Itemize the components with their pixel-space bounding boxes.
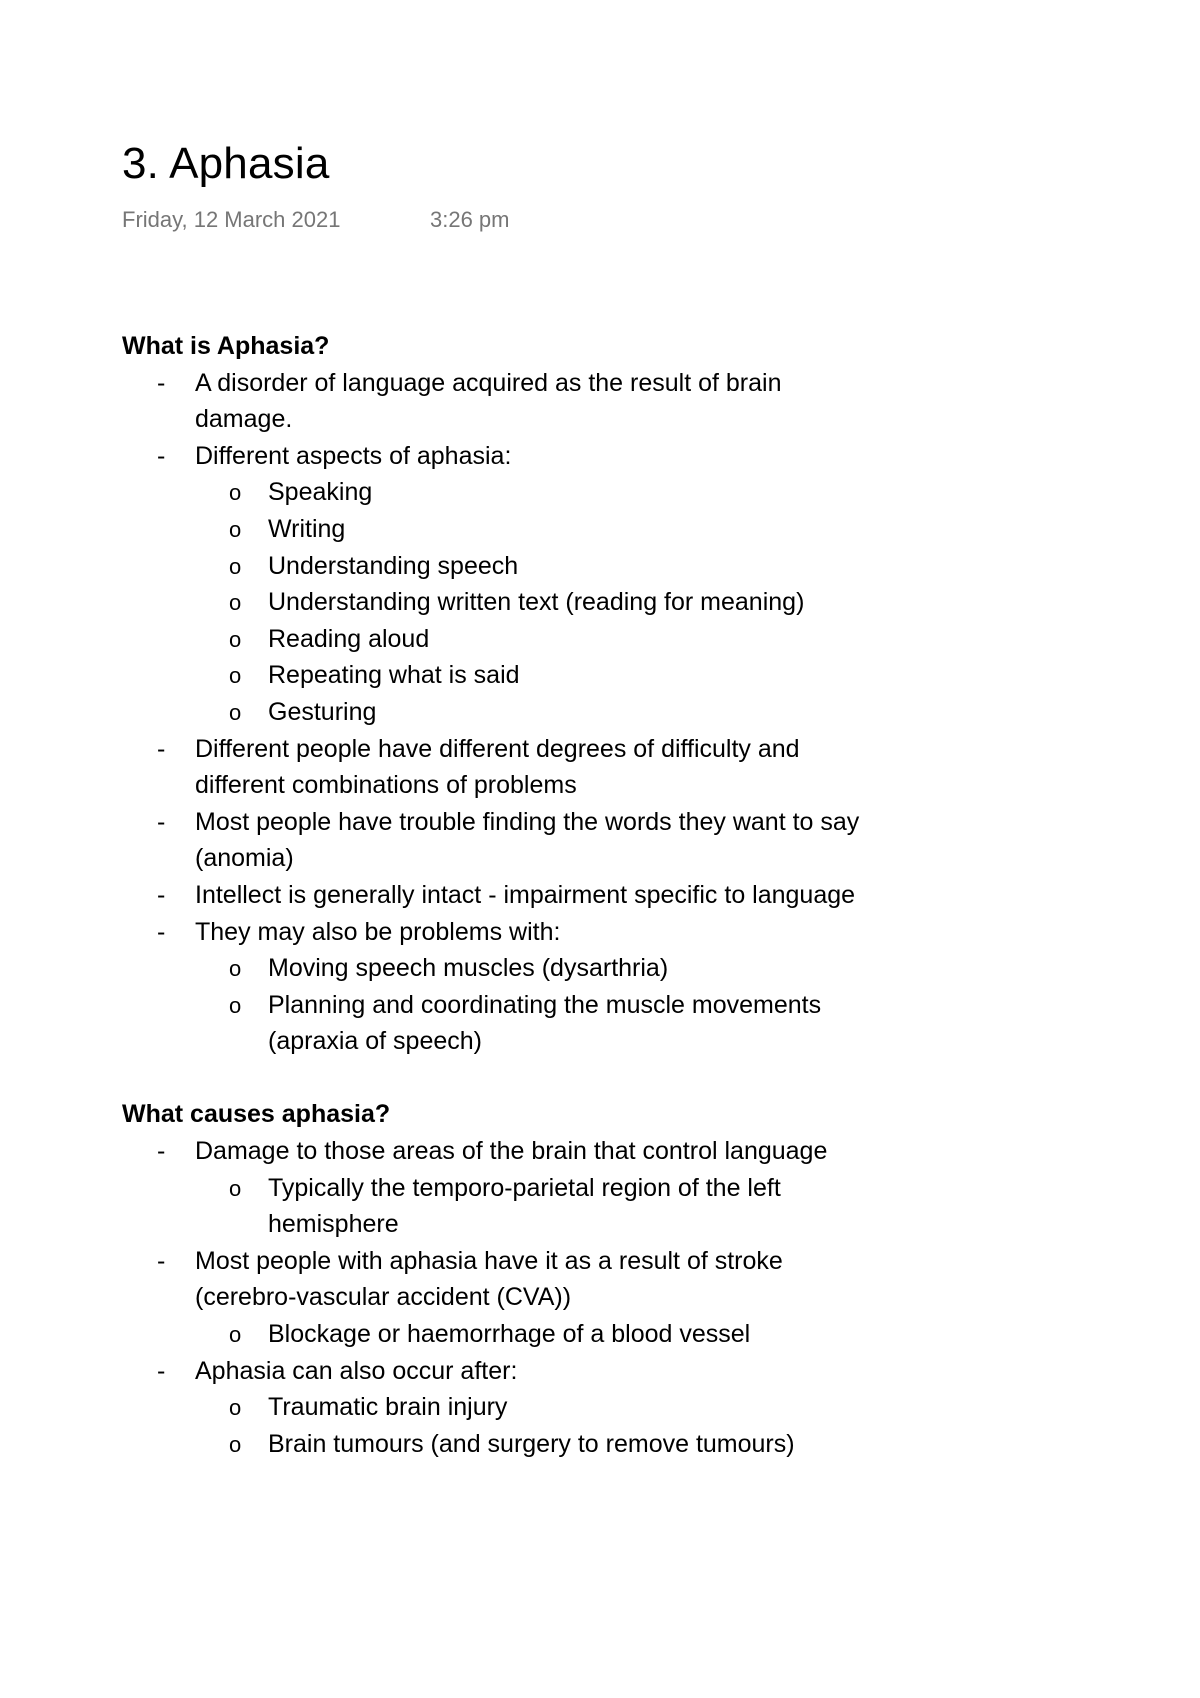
list-item — [122, 804, 882, 877]
sub-list-item-text: Understanding speech — [268, 551, 519, 580]
sub-list-item-text: Brain tumours (and surgery to remove tumours) — [268, 1429, 795, 1458]
sub-list-item-text: Repeating what is said — [268, 661, 520, 690]
dash-bullet: - — [157, 880, 166, 909]
dash-bullet: - — [157, 1137, 166, 1166]
sub-list-item-text: Planning and coordinating the muscle movements (apraxia of speech) — [268, 990, 822, 1056]
note-meta — [122, 206, 510, 234]
sub-list-item-text: Moving speech muscles (dysarthria) — [268, 954, 669, 983]
list-item-text: Aphasia can also occur after: — [195, 1356, 518, 1385]
sub-list-item — [195, 511, 882, 548]
list-item — [122, 914, 882, 1060]
sub-list-item — [195, 1170, 882, 1243]
dash-bullet: - — [157, 441, 166, 470]
list-item-text: Different aspects of aphasia: — [195, 441, 512, 470]
sub-list-item — [195, 950, 882, 987]
circle-bullet: o — [229, 626, 242, 652]
circle-bullet: o — [229, 956, 242, 982]
circle-bullet: o — [229, 699, 242, 725]
sub-list-item — [195, 621, 882, 658]
sub-list-item — [195, 548, 882, 585]
sub-bullet-list — [195, 950, 882, 1060]
sub-list-item — [195, 1316, 882, 1353]
circle-bullet: o — [229, 992, 242, 1018]
dash-bullet: - — [157, 734, 166, 763]
list-item-text: Most people with aphasia have it as a result of stroke (cerebro-vascular accident (CVA)) — [195, 1246, 783, 1312]
sub-list-item — [195, 657, 882, 694]
circle-bullet: o — [229, 1322, 242, 1348]
circle-bullet: o — [229, 480, 242, 506]
sub-list-item-text: Understanding written text (reading for meaning) — [268, 588, 805, 617]
list-item — [122, 1133, 882, 1243]
sub-list-item — [195, 474, 882, 511]
bullet-list — [122, 365, 882, 1060]
list-item — [122, 365, 882, 438]
page-title: 3. Aphasia — [122, 139, 330, 188]
list-item-text: Different people have different degrees of difficulty and different combinations of problems — [195, 734, 800, 800]
circle-bullet: o — [229, 663, 242, 689]
circle-bullet: o — [229, 553, 242, 579]
circle-bullet: o — [229, 1395, 242, 1421]
circle-bullet: o — [229, 1175, 242, 1201]
list-item — [122, 1243, 882, 1353]
dash-bullet: - — [157, 807, 166, 836]
sub-list-item — [195, 1389, 882, 1426]
sub-list-item-text: Gesturing — [268, 697, 377, 726]
sub-bullet-list — [195, 1316, 882, 1353]
note-body — [122, 328, 882, 1582]
sub-bullet-list — [195, 1389, 882, 1462]
list-item-text: A disorder of language acquired as the result of brain damage. — [195, 368, 782, 434]
list-item — [122, 1353, 882, 1463]
note-time: 3:26 pm — [430, 207, 510, 232]
sub-list-item — [195, 584, 882, 621]
dash-bullet: - — [157, 1246, 166, 1275]
circle-bullet: o — [229, 516, 242, 542]
dash-bullet: - — [157, 1356, 166, 1385]
sub-list-item-text: Speaking — [268, 478, 373, 507]
sub-bullet-list — [195, 474, 882, 730]
circle-bullet: o — [229, 1431, 242, 1457]
sub-list-item — [195, 987, 882, 1060]
sub-list-item-text: Reading aloud — [268, 624, 430, 653]
note-date: Friday, 12 March 2021 — [122, 207, 341, 232]
list-item-text: Most people have trouble finding the words they want to say (anomia) — [195, 807, 860, 873]
dash-bullet: - — [157, 368, 166, 397]
sub-list-item — [195, 694, 882, 731]
section-heading-what-is-aphasia: What is Aphasia? — [122, 332, 330, 360]
sub-list-item — [195, 1426, 882, 1463]
list-item — [122, 731, 882, 804]
section-heading-what-causes-aphasia: What causes aphasia? — [122, 1100, 391, 1129]
sub-list-item-text: Traumatic brain injury — [268, 1393, 508, 1422]
sub-list-item-text: Writing — [268, 514, 346, 543]
list-item-text: They may also be problems with: — [195, 917, 561, 946]
dash-bullet: - — [157, 917, 166, 946]
list-item — [122, 877, 882, 914]
circle-bullet: o — [229, 590, 242, 616]
sub-list-item-text: Blockage or haemorrhage of a blood vessel — [268, 1320, 751, 1349]
sub-list-item-text: Typically the temporo-parietal region of the left hemisphere — [268, 1173, 781, 1239]
blank-line — [122, 1060, 882, 1097]
sub-bullet-list — [195, 1170, 882, 1243]
bullet-list — [122, 1133, 882, 1462]
list-item-text: Intellect is generally intact - impairment specific to language — [195, 880, 856, 909]
list-item-text: Damage to those areas of the brain that control language — [195, 1137, 828, 1166]
list-item — [122, 438, 882, 731]
